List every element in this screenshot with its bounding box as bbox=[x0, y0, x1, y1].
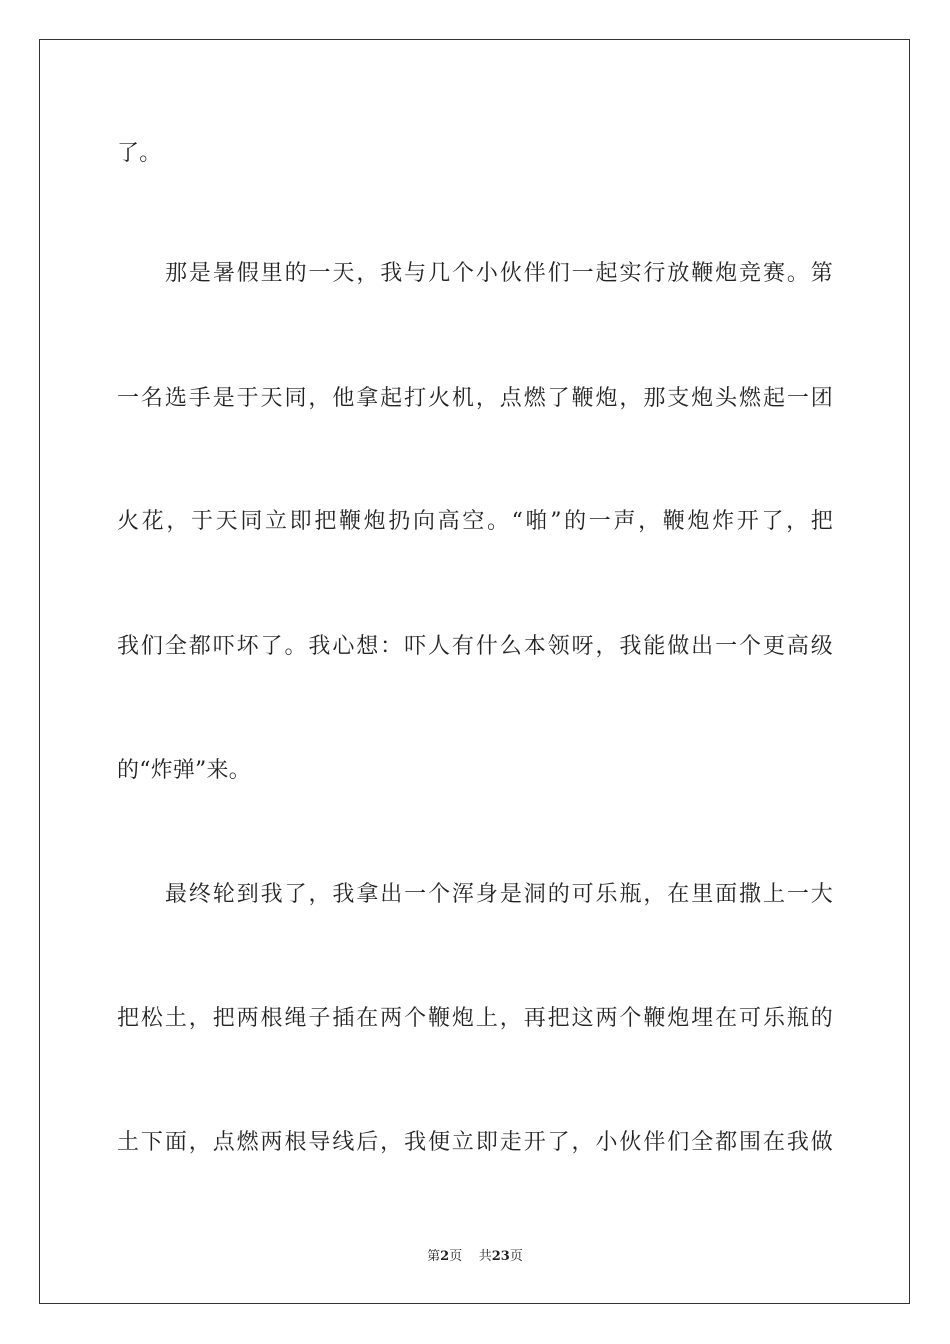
text-line-1: 了。 bbox=[117, 141, 162, 166]
text-line-9: 土下面，点燃两根导线后，我便立即走开了，小伙伴们全都围在我做 bbox=[117, 1130, 833, 1155]
text-line-5: 我们全都吓坏了。我心想：吓人有什么本领呀，我能做出一个更高级 bbox=[117, 634, 833, 659]
total-suffix: 页 bbox=[509, 1249, 523, 1264]
page-prefix: 第 bbox=[427, 1249, 441, 1264]
text-line-8: 把松土，把两根绳子插在两个鞭炮上，再把这两个鞭炮埋在可乐瓶的 bbox=[117, 1006, 833, 1031]
page-frame bbox=[39, 39, 910, 1304]
text-line-3: 一名选手是于天同，他拿起打火机，点燃了鞭炮，那支炮头燃起一团 bbox=[117, 386, 833, 411]
total-prefix: 共 bbox=[478, 1249, 492, 1264]
page-suffix: 页 bbox=[449, 1249, 463, 1264]
text-line-4: 火花，于天同立即把鞭炮扔向高空。“啪”的一声，鞭炮炸开了，把 bbox=[117, 509, 833, 534]
text-line-7: 最终轮到我了，我拿出一个浑身是洞的可乐瓶，在里面撒上一大 bbox=[165, 882, 833, 907]
page-footer bbox=[0, 1248, 950, 1266]
page-number: 2 bbox=[440, 1249, 450, 1264]
text-line-6: 的“炸弹”来。 bbox=[117, 758, 251, 783]
text-line-2: 那是暑假里的一天，我与几个小伙伴们一起实行放鞭炮竞赛。第 bbox=[165, 261, 833, 286]
total-pages: 23 bbox=[491, 1249, 510, 1264]
